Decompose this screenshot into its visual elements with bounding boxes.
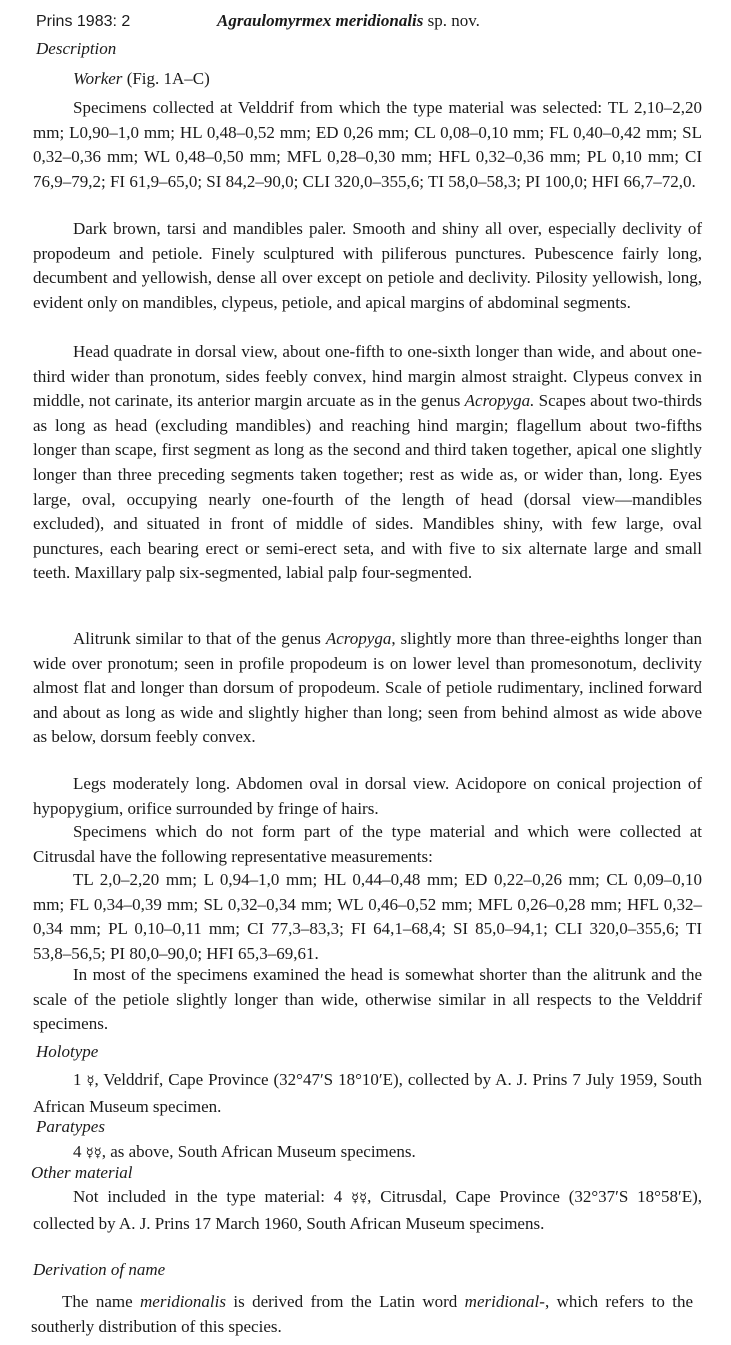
alitrunk-genus: Acropyga — [325, 629, 392, 648]
paratypes-count: 4 — [73, 1142, 86, 1161]
heading-holotype: Holotype — [36, 1042, 99, 1061]
paragraph-legs: Legs moderately long. Abdomen oval in dorsal view. Acidopore on conical projection of hypopygium, orifice surrounded by fringe of hairs. — [33, 774, 702, 818]
heading-other-material: Other material — [31, 1163, 133, 1182]
paragraph-measurements-citrusdal: TL 2,0–2,20 mm; L 0,94–1,0 mm; HL 0,44–0,48 mm; ED 0,22–0,26 mm; CL 0,09–0,10 mm; FL 0,34–0,39 mm; SL 0,32–0,34 mm; WL 0,46–0,52 mm; MFL 0,26–0,28 mm; HFL 0,32–0,34 mm; PL 0,10–0,11 mm; CI 77,3–83,3; FI 64,1–68,4; SI 85,0–94,1; CLI 320,0–355,6; TI 53,8–56,5; PI 80,0–90,0; HFI 65,3–69,61. — [33, 870, 702, 963]
paragraph-other-material — [33, 1185, 702, 1236]
paragraph-measurements-velddrif: Specimens collected at Velddrif from which the type material was selected: TL 2,10–2,20 mm; L0,90–1,0 mm; HL 0,48–0,52 mm; ED 0,26 mm; CL 0,08–0,10 mm; FL 0,40–0,42 mm; SL 0,32–0,36 mm; WL 0,48–0,50 mm; MFL 0,28–0,30 mm; HFL 0,32–0,36 mm; PL 0,10 mm; CI 76,9–79,2; FI 61,9–65,0; SI 84,2–90,0; CLI 320,0–355,6; TI 58,0–58,3; PI 100,0; HFI 66,7–72,0. — [33, 98, 702, 191]
reference-label: Prins 1983: 2 — [36, 13, 131, 30]
derivation-latin-word: meridional- — [464, 1292, 545, 1311]
worker-figure-ref: (Fig. 1A–C) — [122, 69, 210, 88]
species-name: Agraulomyrmex meridionalis — [217, 11, 424, 30]
worker-symbol-icon: ☿ — [86, 1074, 95, 1089]
heading-worker — [73, 67, 210, 92]
paratypes-text: , as above, South African Museum specimens. — [101, 1142, 416, 1161]
paragraph-citrusdal-intro: Specimens which do not form part of the type material and which were collected at Citrusdal have the following representative measurements: — [33, 822, 702, 866]
other-count: Not included in the type material: 4 — [73, 1187, 352, 1206]
workers-symbol-icon: ☿☿ — [351, 1191, 368, 1206]
paragraph-alitrunk — [33, 627, 702, 750]
alitrunk-text-a: Alitrunk similar to that of the genus — [73, 629, 326, 648]
species-title — [217, 9, 480, 34]
holotype-text: , Velddrif, Cape Province (32°47′S 18°10′E), collected by A. J. Prins 7 July 1959, South African Museum specimen. — [33, 1070, 702, 1116]
species-suffix: sp. nov. — [423, 11, 480, 30]
heading-paratypes: Paratypes — [36, 1117, 105, 1136]
alitrunk-text-b: , slightly more than three-eighths longer than wide over pronotum; seen in profile propodeum is on lower level than promesonotum, declivity almost flat and longer than dorsum of propodeum. Scale of petiole rudimentary, inclined forward and about as long as wide and slightly higher than long; seen from behind almost as wide above as below, dorsum feebly convex. — [33, 629, 702, 747]
workers-symbol-icon: ☿☿ — [85, 1146, 102, 1161]
paragraph-head — [33, 340, 702, 586]
paragraph-paratypes — [33, 1140, 702, 1167]
paragraph-holotype — [33, 1068, 702, 1119]
paragraph-comparison: In most of the specimens examined the head is somewhat shorter than the alitrunk and the scale of the petiole slightly longer than wide, otherwise similar in all respects to the Velddrif specimens. — [33, 965, 702, 1034]
derivation-species-name: meridionalis — [140, 1292, 226, 1311]
holotype-count: 1 — [73, 1070, 87, 1089]
paragraph-derivation — [31, 1290, 693, 1339]
head-text-b: Scapes about two-thirds as long as head (excluding mandibles) and reaching hind margin; flagellum about two-fifths longer than scape, first segment as long as the second and third taken together, apical one slightly longer than three preceding segments taken together; rest as wide as, or wider than, long. Eyes large, oval, occupying nearly one-fourth of the length of head (dorsal view—mandibles excluded), and situated in front of middle of sides. Mandibles shiny, with few large, oval punctures, each bearing erect or semi-erect seta, and with five to six alternate large and small teeth. Maxillary palp six-segmented, labial palp four-segmented. — [33, 391, 703, 583]
worker-label: Worker — [73, 69, 123, 88]
heading-description: Description — [36, 39, 117, 58]
derivation-text-c: , which refers to the southerly distribution of this species. — [31, 1292, 693, 1336]
derivation-text-a: The name — [62, 1292, 141, 1311]
other-text: , Citrusdal, Cape Province (32°37′S 18°58′E), collected by A. J. Prins 17 March 1960, South African Museum specimens. — [33, 1187, 702, 1233]
head-genus: Acropyga. — [464, 391, 535, 411]
page-header — [36, 8, 716, 34]
heading-derivation: Derivation of name — [33, 1260, 166, 1279]
head-text-a: Head quadrate in dorsal view, about one-fifth to one-sixth longer than wide, and about one-third wider than pronotum, sides feebly convex, hind margin almost straight. Clypeus convex in middle, not carinate, its anterior margin arcuate as in the genus — [33, 342, 702, 411]
paragraph-colour-sculpture: Dark brown, tarsi and mandibles paler. Smooth and shiny all over, especially declivity of propodeum and petiole. Finely sculptured with piliferous punctures. Pubescence fairly long, decumbent and yellowish, dense all over except on petiole and declivity. Pilosity yellowish, long, evident only on mandibles, clypeus, petiole, and apical margins of abdominal segments. — [33, 219, 702, 312]
derivation-text-b: is derived from the Latin word — [225, 1292, 465, 1311]
